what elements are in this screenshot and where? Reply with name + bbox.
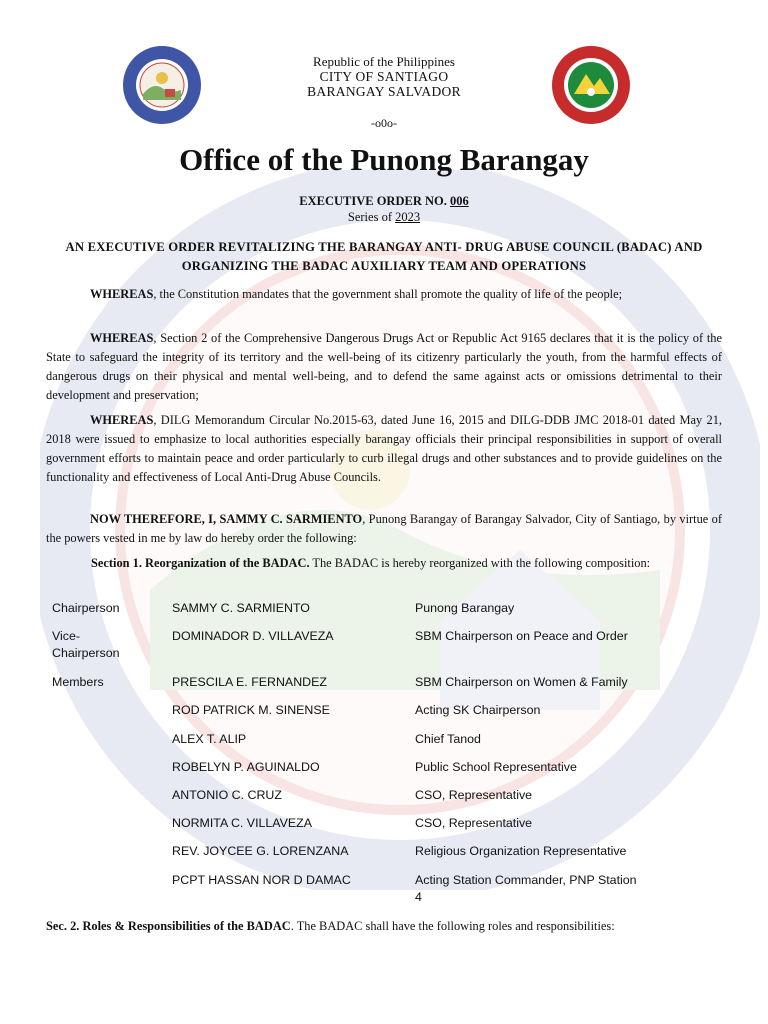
city-seal-logo [550, 44, 632, 126]
now-therefore-text: , Punong Barangay of Barangay Salvador, City of Santiago, by virtue of the powers vested in me by law do hereby order the following: [46, 512, 722, 545]
section-1-heading: Section 1. Reorganization of the BADAC. [91, 556, 310, 570]
separator: -o0o- [371, 116, 397, 130]
whereas-paragraph [46, 329, 722, 405]
composition-name: SAMMY C. SARMIENTO [172, 601, 310, 615]
whereas-text: , the Constitution mandates that the government shall promote the quality of life of the people; [153, 287, 623, 301]
composition-name: REV. JOYCEE G. LORENZANA [172, 844, 349, 858]
whereas-lead: WHEREAS [90, 413, 154, 427]
whereas-text: , DILG Memorandum Circular No.2015-63, dated June 16, 2015 and DILG-DDB JMC 2018-01 dated May 21, 2018 were issued to emphasize to local authorities especially barangay officials their principal responsibilities in support of overall government efforts to maintain peace and order particularly to curb illegal drugs and other substances and to provide guidelines on the functionality and effectiveness of Local Anti-Drug Abuse Councils. [46, 413, 722, 484]
republic-label: Republic of the Philippines [313, 54, 455, 69]
composition-position: SBM Chairperson on Women & Family [415, 675, 628, 689]
section-2 [46, 917, 722, 936]
now-therefore-lead: NOW THEREFORE, I, SAMMY C. SARMIENTO [90, 512, 363, 526]
composition-name: ANTONIO C. CRUZ [172, 788, 282, 802]
composition-position: Chief Tanod [415, 732, 481, 746]
order-title: AN EXECUTIVE ORDER REVITALIZING THE BARANGAY ANTI- DRUG ABUSE COUNCIL (BADAC) AND ORGANIZING THE BADAC AUXILIARY TEAM AND OPERATIONS [65, 240, 703, 273]
order-series [0, 210, 768, 225]
city-label: CITY OF SANTIAGO [319, 69, 449, 84]
composition-name: ROD PATRICK M. SINENSE [172, 703, 330, 717]
composition-position: Public School Representative [415, 760, 577, 774]
barangay-label: BARANGAY SALVADOR [307, 84, 461, 99]
composition-name: PRESCILA E. FERNANDEZ [172, 675, 327, 689]
series-label: Series of [347, 210, 396, 224]
composition-role: Chairperson [52, 601, 120, 615]
barangay-seal-logo [121, 44, 203, 126]
composition-name: PCPT HASSAN NOR D DAMAC [172, 873, 351, 887]
order-label: EXECUTIVE ORDER NO. [299, 194, 450, 208]
composition-name: DOMINADOR D. VILLAVEZA [172, 629, 334, 643]
now-therefore-paragraph [46, 510, 722, 548]
whereas-lead: WHEREAS [90, 287, 154, 301]
composition-position: CSO, Representative [415, 788, 533, 802]
composition-name: ROBELYN P. AGUINALDO [172, 760, 320, 774]
composition-position: Acting Station Commander, PNP Station 4 [415, 873, 637, 904]
composition-role: Vice- Chairperson [52, 629, 120, 660]
whereas-paragraph [46, 411, 722, 487]
composition-name: NORMITA C. VILLAVEZA [172, 816, 312, 830]
series-year: 2023 [395, 210, 421, 224]
section-1-text: The BADAC is hereby reorganized with the following composition: [309, 556, 651, 570]
header-block [234, 54, 534, 99]
composition-role: Members [52, 675, 104, 689]
office-title: Office of the Punong Barangay [179, 142, 589, 177]
executive-order-number [0, 194, 768, 209]
whereas-paragraph [46, 285, 722, 304]
composition-position: Punong Barangay [415, 601, 515, 615]
composition-position: Religious Organization Representative [415, 844, 627, 858]
composition-position: Acting SK Chairperson [415, 703, 541, 717]
section-2-heading: Sec. 2. Roles & Responsibilities of the BADAC [46, 919, 291, 933]
order-number: 006 [449, 194, 469, 208]
composition-position: CSO, Representative [415, 816, 533, 830]
composition-position: SBM Chairperson on Peace and Order [415, 629, 628, 643]
whereas-text: , Section 2 of the Comprehensive Dangerous Drugs Act or Republic Act 9165 declares that it is the policy of the State to safeguard the integrity of its territory and the well-being of its citizenry particularly the youth, from the harmful effects of dangerous drugs on their physical and mental well-being, and to defend the same against acts or omissions detrimental to their development and preservation; [46, 331, 722, 402]
whereas-lead: WHEREAS [90, 331, 154, 345]
composition-name: ALEX T. ALIP [172, 732, 247, 746]
section-1 [91, 554, 722, 573]
section-2-text: . The BADAC shall have the following roles and responsibilities: [290, 919, 615, 933]
